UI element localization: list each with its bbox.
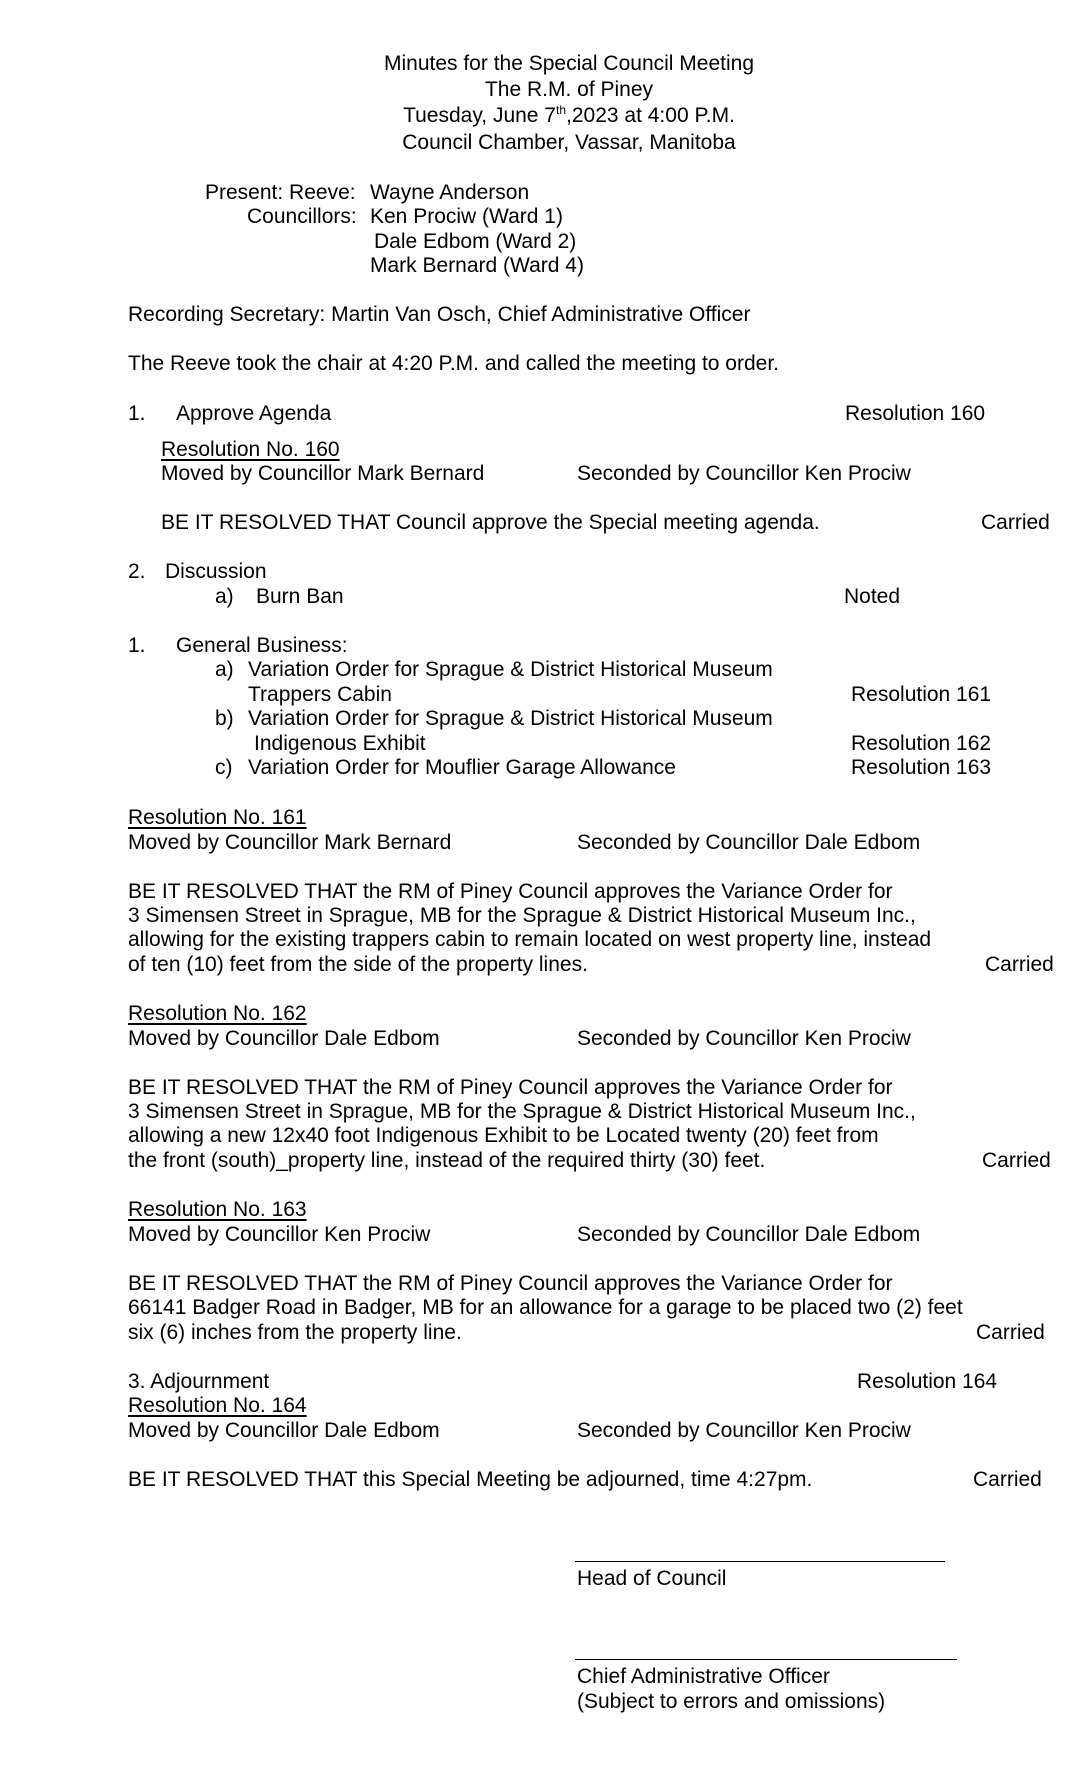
resolution-164-text: BE IT RESOLVED THAT this Special Meeting be adjourned, time 4:27pm.	[128, 1468, 813, 1491]
councillor-ward-2: Dale Edbom (Ward 2)	[374, 230, 577, 253]
resolution-164-moved: Moved by Councillor Dale Edbom	[128, 1419, 440, 1442]
councillors-label: Councillors:	[247, 205, 357, 228]
resolution-160-seconded: Seconded by Councillor Ken Prociw	[577, 462, 911, 485]
resolution-161-text-line4: of ten (10) feet from the side of the property lines.	[128, 953, 588, 976]
resolution-161-heading: Resolution No. 161	[128, 806, 307, 829]
resolution-162-moved: Moved by Councillor Dale Edbom	[128, 1027, 440, 1050]
resolution-164-seconded: Seconded by Councillor Ken Prociw	[577, 1419, 911, 1442]
resolution-161-moved: Moved by Councillor Mark Bernard	[128, 831, 452, 854]
resolution-161-result: Carried	[985, 953, 1054, 976]
resolution-162-text-line1: BE IT RESOLVED THAT the RM of Piney Council approves the Variance Order for	[128, 1076, 893, 1099]
business-item-c-ref: Resolution 163	[851, 756, 992, 779]
recording-secretary: Recording Secretary: Martin Van Osch, Chief Administrative Officer	[128, 303, 751, 326]
resolution-164-heading: Resolution No. 164	[128, 1394, 307, 1417]
resolution-160-result: Carried	[981, 511, 1050, 534]
business-item-a-line2: Trappers Cabin	[248, 683, 392, 706]
resolution-161-text-line1: BE IT RESOLVED THAT the RM of Piney Council approves the Variance Order for	[128, 880, 893, 903]
adjournment-title: 3. Adjournment	[128, 1370, 270, 1393]
resolution-163-heading: Resolution No. 163	[128, 1198, 307, 1221]
business-item-b-ref: Resolution 162	[851, 732, 992, 755]
reeve-name: Wayne Anderson	[370, 181, 530, 204]
resolution-162-heading: Resolution No. 162	[128, 1002, 307, 1025]
reeve-label: Present: Reeve:	[205, 181, 356, 204]
meeting-date-post: ,2023 at 4:00 P.M.	[566, 104, 735, 127]
document-title: Minutes for the Special Council Meeting	[383, 52, 755, 75]
business-item-c-line1: Variation Order for Mouflier Garage Allowance	[248, 756, 676, 779]
agenda-resolution-ref: Resolution 160	[845, 402, 986, 425]
agenda-number: 1.	[128, 402, 146, 425]
resolution-162-seconded: Seconded by Councillor Ken Prociw	[577, 1027, 911, 1050]
head-of-council-signature-line	[575, 1561, 945, 1562]
resolution-163-text-line1: BE IT RESOLVED THAT the RM of Piney Council approves the Variance Order for	[128, 1272, 893, 1295]
meeting-date	[294, 103, 844, 128]
resolution-162-text-line3: allowing a new 12x40 foot Indigenous Exhibit to be Located twenty (20) feet from	[128, 1124, 879, 1147]
adjournment-resolution-ref: Resolution 164	[857, 1370, 998, 1393]
general-business-number: 1.	[128, 634, 146, 657]
business-item-a-letter: a)	[215, 658, 234, 681]
resolution-160-text: BE IT RESOLVED THAT Council approve the Special meeting agenda.	[161, 511, 820, 534]
meeting-date-pre: Tuesday, June 7	[403, 104, 556, 127]
resolution-162-result: Carried	[982, 1149, 1051, 1172]
business-item-a-line1: Variation Order for Sprague & District Historical Museum	[248, 658, 773, 681]
organization-name: The R.M. of Piney	[484, 78, 654, 101]
cao-label: Chief Administrative Officer	[577, 1665, 830, 1688]
agenda-title: Approve Agenda	[176, 402, 332, 425]
resolution-163-moved: Moved by Councillor Ken Prociw	[128, 1223, 431, 1246]
discussion-title: Discussion	[165, 560, 267, 583]
discussion-item-letter: a)	[215, 585, 234, 608]
business-item-b-line1: Variation Order for Sprague & District Historical Museum	[248, 707, 773, 730]
meeting-location: Council Chamber, Vassar, Manitoba	[402, 131, 736, 154]
resolution-161-seconded: Seconded by Councillor Dale Edbom	[577, 831, 921, 854]
councillor-ward-4: Mark Bernard (Ward 4)	[370, 254, 584, 277]
resolution-162-text-line4: the front (south)_property line, instead of the required thirty (30) feet.	[128, 1149, 766, 1172]
discussion-item-burn-ban: Burn Ban	[256, 585, 344, 608]
business-item-b-line2: Indigenous Exhibit	[254, 732, 426, 755]
cao-signature-line	[575, 1659, 957, 1660]
resolution-160-moved: Moved by Councillor Mark Bernard	[161, 462, 485, 485]
resolution-161-text-line3: allowing for the existing trappers cabin to remain located on west property line, instead	[128, 928, 932, 951]
general-business-title: General Business:	[176, 634, 348, 657]
councillor-ward-1: Ken Prociw (Ward 1)	[370, 205, 563, 228]
head-of-council-label: Head of Council	[577, 1567, 727, 1590]
resolution-161-text-line2: 3 Simensen Street in Sprague, MB for the Sprague & District Historical Museum Inc.,	[128, 904, 916, 927]
discussion-number: 2.	[128, 560, 146, 583]
discussion-item-status: Noted	[844, 585, 901, 608]
resolution-163-text-line2: 66141 Badger Road in Badger, MB for an allowance for a garage to be placed two (2) feet	[128, 1296, 963, 1319]
resolution-162-text-line2: 3 Simensen Street in Sprague, MB for the Sprague & District Historical Museum Inc.,	[128, 1100, 916, 1123]
business-item-b-letter: b)	[215, 707, 234, 730]
resolution-160-heading: Resolution No. 160	[161, 438, 340, 461]
business-item-c-letter: c)	[215, 756, 233, 779]
resolution-164-result: Carried	[973, 1468, 1042, 1491]
resolution-163-result: Carried	[976, 1321, 1045, 1344]
meeting-date-suffix: th	[556, 103, 567, 117]
errors-omissions-note: (Subject to errors and omissions)	[577, 1690, 886, 1713]
resolution-163-text-line3: six (6) inches from the property line.	[128, 1321, 462, 1344]
business-item-a-ref: Resolution 161	[851, 683, 992, 706]
call-to-order: The Reeve took the chair at 4:20 P.M. and called the meeting to order.	[128, 352, 780, 375]
resolution-163-seconded: Seconded by Councillor Dale Edbom	[577, 1223, 921, 1246]
